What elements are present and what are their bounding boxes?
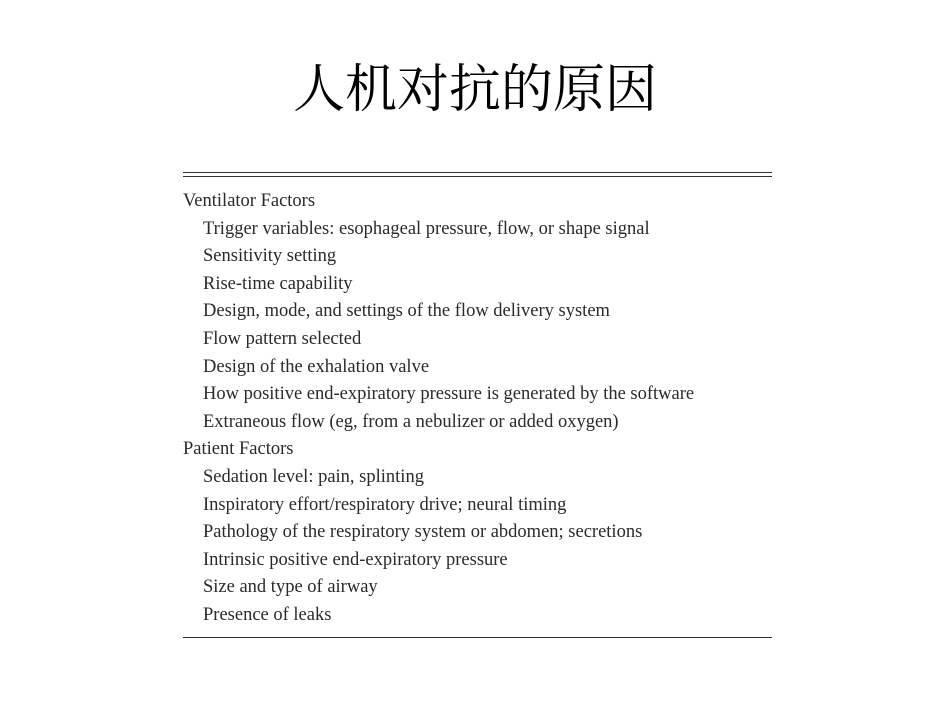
table-top-rule bbox=[183, 172, 772, 177]
slide-title: 人机对抗的原因 bbox=[292, 60, 657, 120]
list-item: Size and type of airway bbox=[203, 577, 378, 598]
section-heading-patient: Patient Factors bbox=[183, 439, 294, 460]
list-item: Flow pattern selected bbox=[203, 328, 362, 349]
list-item: Rise-time capability bbox=[203, 273, 353, 294]
table-bottom-rule bbox=[183, 637, 772, 638]
list-item: Extraneous flow (eg, from a nebulizer or added oxygen) bbox=[203, 411, 619, 432]
list-item: Inspiratory effort/respiratory drive; neural timing bbox=[203, 494, 567, 515]
list-item: How positive end-expiratory pressure is generated by the software bbox=[203, 384, 695, 405]
section-heading-ventilator: Ventilator Factors bbox=[183, 191, 316, 211]
list-item: Intrinsic positive end-expiratory pressure bbox=[203, 549, 508, 570]
list-item: Design, mode, and settings of the flow delivery system bbox=[203, 301, 610, 322]
factors-table bbox=[183, 172, 772, 638]
list-item: Trigger variables: esophageal pressure, flow, or shape signal bbox=[203, 218, 650, 239]
table-rows bbox=[183, 188, 772, 630]
list-item: Sensitivity setting bbox=[203, 246, 337, 267]
list-item: Presence of leaks bbox=[203, 604, 332, 625]
list-item: Design of the exhalation valve bbox=[203, 356, 430, 377]
list-item: Sedation level: pain, splinting bbox=[203, 466, 424, 487]
list-item: Pathology of the respiratory system or abdomen; secretions bbox=[203, 522, 643, 543]
